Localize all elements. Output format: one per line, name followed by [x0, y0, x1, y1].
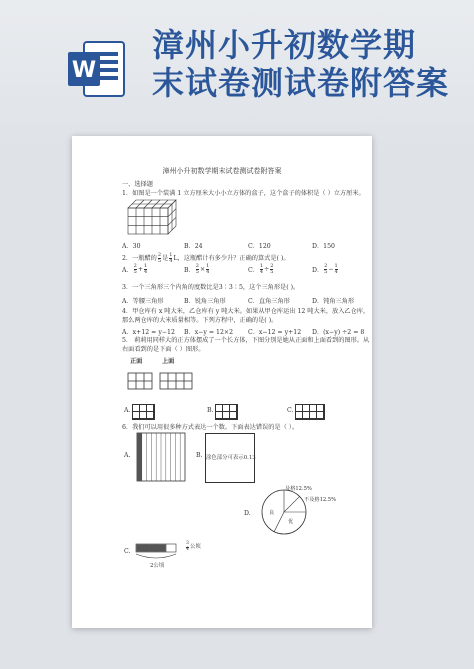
fraction: $\frac{2}{5}$	[195, 263, 199, 275]
fraction: 2 5	[133, 263, 137, 275]
fraction: $\frac{1}{4}$	[259, 263, 264, 275]
document-title: 漳州小升初数学期末试卷测试卷附答案	[162, 167, 282, 175]
question-2-text: 2．一瓶醋的 2 5 是 1 4 L，这瓶醋计有多少升？正确的算式是( )。	[122, 252, 290, 264]
bar-segment-figure	[134, 540, 184, 564]
q6-a-grid-figure	[136, 432, 186, 482]
svg-text:W: W	[71, 58, 97, 83]
q1-option-a[interactable]: A．30	[122, 243, 141, 250]
q5-option-b[interactable]: B.	[207, 404, 238, 420]
front-view-label: 正面	[130, 358, 143, 365]
fraction: 2 5	[157, 252, 162, 264]
q4-option-d[interactable]: D．(x−y) ÷2 = 8	[312, 329, 365, 336]
q2-option-c[interactable]: C． $\frac{1}{4}$ ÷ $\frac{2}{5}$	[248, 263, 274, 275]
title-line-1: 漳州小升初数学期	[152, 26, 417, 64]
word-icon	[66, 38, 128, 100]
question-5-line-1: 5． 莉莉用同样大的正方体摆成了一个长方体，下图分别是她从正面和上面看到的图形。从	[122, 337, 370, 344]
question-1-text: 1．如图是一个装满 1 立方厘米大小小立方体的盒子，这个盒子的体积是（ ）立方厘米。	[122, 190, 365, 197]
question-3-text: 3．一个三角形三个内角的度数比是3∶3∶5，这个三角形是( )。	[122, 284, 300, 291]
fraction: 3 4	[186, 541, 189, 552]
q5-option-a-grid	[132, 404, 155, 420]
q5-option-a[interactable]: A.	[124, 404, 155, 420]
q1-option-c[interactable]: C．120	[248, 243, 271, 250]
q5-option-b-grid	[215, 404, 238, 420]
q3-option-a[interactable]: A．等腰三角形	[122, 298, 164, 305]
pie-label-fail: 不及格12.5%	[304, 497, 337, 503]
q6-option-a[interactable]: A.	[124, 452, 131, 459]
title-line-2: 末试卷测试卷附答案	[152, 64, 450, 102]
q5-option-c-grid	[295, 404, 325, 420]
q2-option-d[interactable]: D． 2 5 − $\frac{1}{4}$	[312, 263, 338, 275]
fraction: $\frac{1}{4}$	[144, 263, 148, 275]
q6-b-caption: 涂色部分可表示0.13	[206, 455, 256, 461]
page-title	[152, 26, 449, 102]
fraction: $\frac{2}{5}$	[270, 263, 274, 275]
top-view-label: 上面	[162, 358, 175, 365]
q3-option-d[interactable]: D．钝角三角形	[312, 298, 355, 305]
fraction: 2 5	[324, 263, 328, 275]
q4-option-b[interactable]: B．x−y = 12×2	[184, 329, 234, 336]
pie-label-excellent: 优	[288, 519, 294, 525]
q6-c-bottom-label: 2公顷	[150, 563, 165, 569]
q1-option-d[interactable]: D．150	[312, 243, 335, 250]
q6-option-b[interactable]: B.	[196, 452, 203, 459]
q5-option-c[interactable]: C.	[287, 404, 325, 420]
q6-option-c[interactable]: C.	[124, 548, 131, 555]
fraction: 1 4	[169, 252, 173, 264]
section-heading: 一、选择题	[122, 181, 153, 188]
q6-d-label: 3 4 公顷	[186, 541, 201, 552]
q4-option-a[interactable]: A．x+12 = y−12	[122, 329, 175, 336]
q6-option-d[interactable]: D.	[244, 510, 251, 517]
question-4-line-1: 4．甲仓库有 x 吨大米，乙仓库有 y 吨大米。如果从甲仓库运出 12 吨大米，放入乙仓库，	[122, 308, 370, 315]
q4-option-c[interactable]: C．x−12 = y+12	[248, 329, 302, 336]
document-page	[72, 136, 372, 628]
pie-label-good: 良	[269, 510, 275, 516]
question-4-line-2: 那么两仓库的大米质量相等。下列方程中，正确的是( )。	[122, 317, 278, 324]
q3-option-b[interactable]: B．锐角三角形	[184, 298, 226, 305]
q3-option-c[interactable]: C．直角三角形	[248, 298, 290, 305]
q2-option-b[interactable]: B． $\frac{2}{5}$ × $\frac{1}{4}$	[184, 263, 210, 275]
cube-box-figure	[126, 198, 178, 236]
fraction: $\frac{1}{4}$	[334, 263, 338, 275]
pie-label-pass: 及格12.5%	[285, 486, 312, 492]
q1-option-b[interactable]: B．24	[184, 243, 203, 250]
question-6-text: 6．我们可以用很多种方式表达一个数。下面表达错误的是（ ）。	[122, 424, 299, 431]
views-figure	[126, 367, 196, 391]
q2-option-a[interactable]: A． 2 5 + $\frac{1}{4}$	[122, 263, 148, 275]
question-5-line-2: 右面看到的是下面（ ）图形。	[122, 346, 205, 353]
fraction: $\frac{1}{4}$	[206, 263, 210, 275]
q6-b-square	[205, 433, 255, 483]
